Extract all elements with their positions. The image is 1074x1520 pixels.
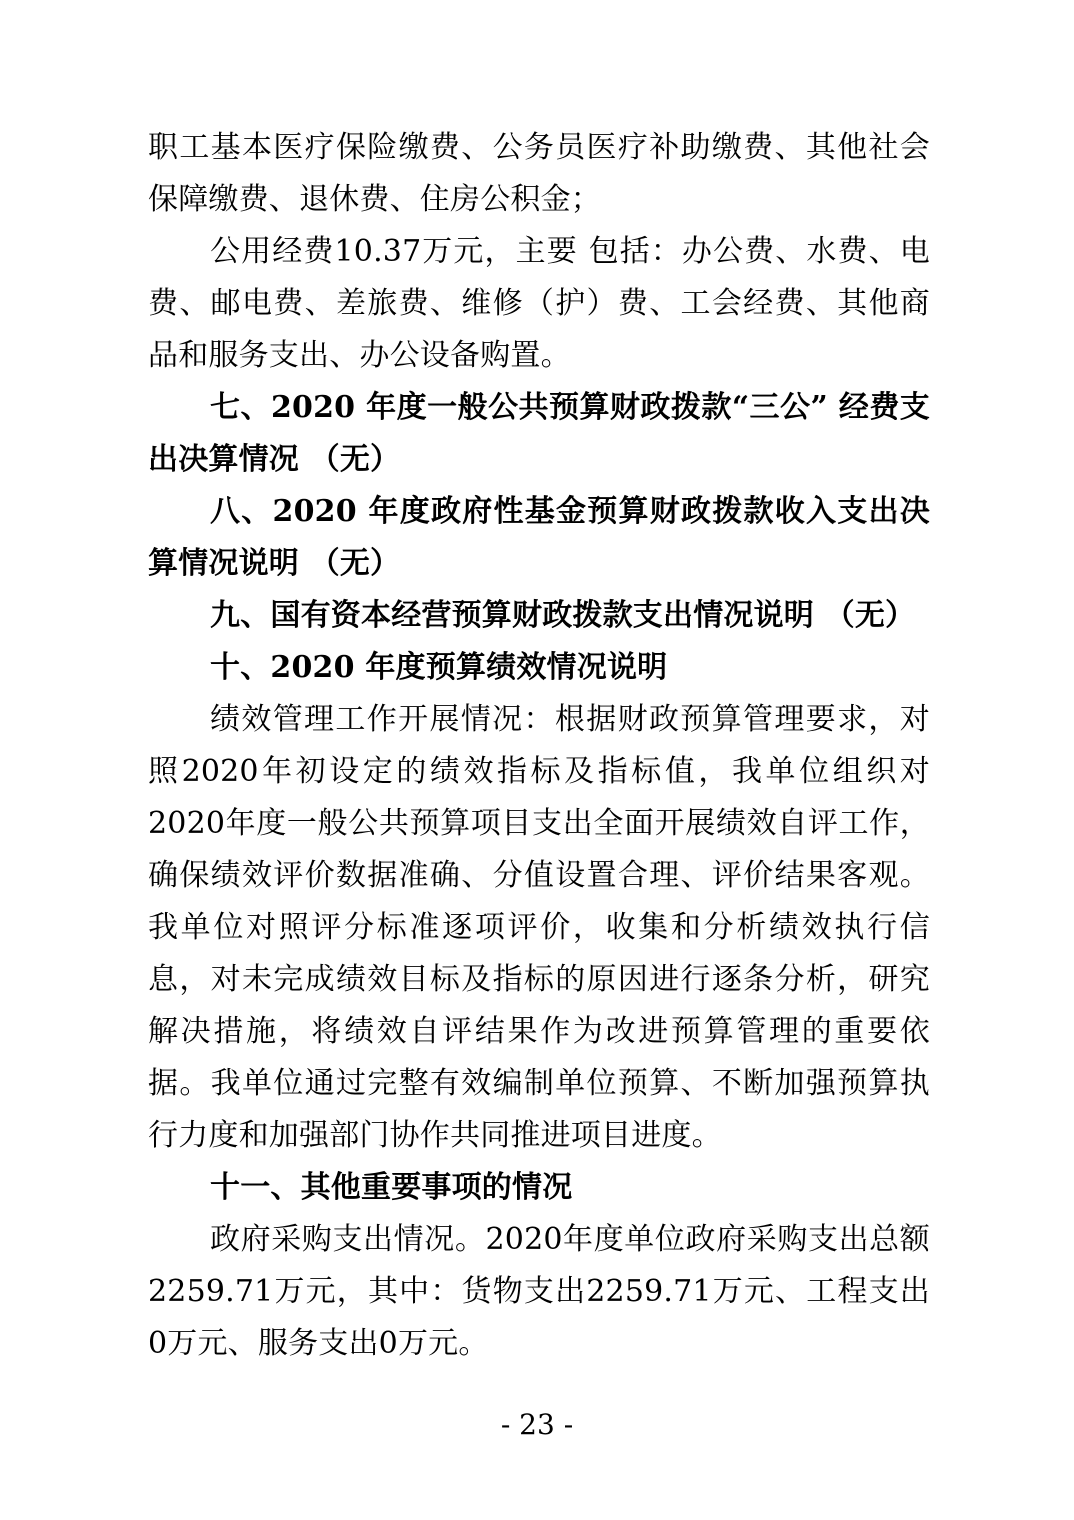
paragraph-public-funds: 公用经费10.37万元，主要 包括：办公费、水费、电费、邮电费、差旅费、维修（护）费、工会经费、其他商品和服务支出、办公设备购置。: [148, 234, 930, 373]
heading-section-eleven: 十一、其他重要事项的情况: [210, 1170, 573, 1205]
paragraph-government-procurement: 政府采购支出情况。2020年度单位政府采购支出总额2259.71万元，其中：货物支出2259.71万元、工程支出0万元、服务支出0万元。: [148, 1222, 930, 1361]
heading-section-ten: 十、2020 年度预算绩效情况说明: [210, 650, 668, 685]
document-body: [148, 122, 930, 1370]
paragraph-continued: 职工基本医疗保险缴费、公务员医疗补助缴费、其他社会保障缴费、退休费、住房公积金；: [148, 130, 930, 217]
paragraph-performance-management: 绩效管理工作开展情况：根据财政预算管理要求，对照2020年初设定的绩效指标及指标值，我单位组织对2020年度一般公共预算项目支出全面开展绩效自评工作，确保绩效评价数据准确、分值设置合理、评价结果客观。我单位对照评分标准逐项评价，收集和分析绩效执行信息，对未完成绩效目标及指标的原因进行逐条分析，研究解决措施，将绩效自评结果作为改进预算管理的重要依据。我单位通过完整有效编制单位预算、不断加强预算执行力度和加强部门协作共同推进项目进度。: [148, 702, 930, 1153]
heading-section-eight: 八、2020 年度政府性基金预算财政拨款收入支出决算情况说明 （无）: [148, 494, 930, 581]
heading-section-nine: 九、国有资本经营预算财政拨款支出情况说明 （无）: [210, 598, 916, 633]
page-number: - 23 -: [500, 1408, 574, 1441]
heading-section-seven: 七、2020 年度一般公共预算财政拨款“三公” 经费支出决算情况 （无）: [148, 390, 930, 477]
